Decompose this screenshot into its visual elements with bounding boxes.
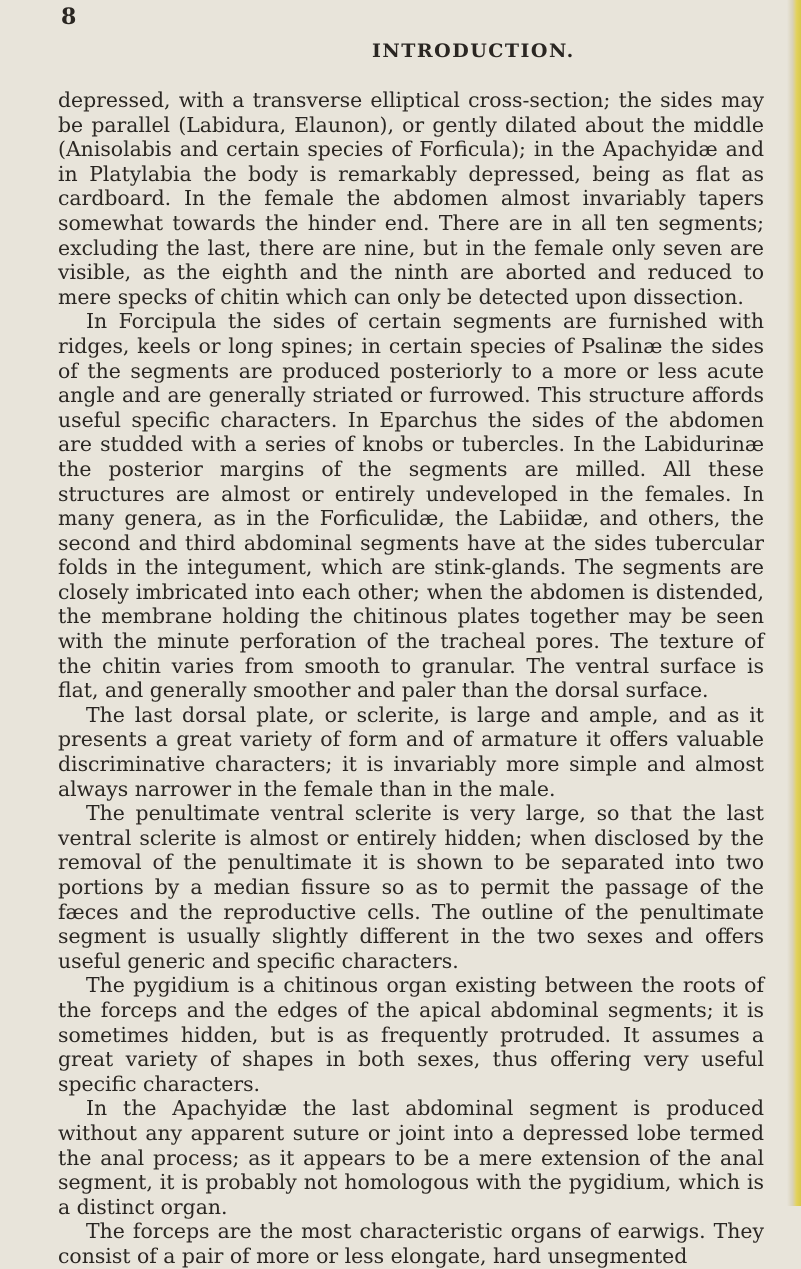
paragraph: In the Apachyidæ the last abdominal segment is produced without any apparent suture or joint into a depressed lobe termed the anal process; as it appears to be a mere extension of the anal segment, it is probably not homologous with the pygidium, which is a distinct organ. xyxy=(58,1096,764,1219)
page-number: 8 xyxy=(61,4,77,30)
paragraph: The pygidium is a chitinous organ existing between the roots of the forceps and the edges of the apical abdominal segments; it is sometimes hidden, but is as frequently protruded. It assumes a great variety of shapes in both sexes, thus offering very useful specific characters. xyxy=(58,973,764,1096)
paragraph: The last dorsal plate, or sclerite, is large and ample, and as it presents a great variety of form and of armature it offers valuable discriminative characters; it is invariably more simple and almost always narrower in the female than in the male. xyxy=(58,702,764,801)
page-edge xyxy=(787,0,801,1206)
paragraph: The forceps are the most characteristic organs of earwigs. They consist of a pair of more or less elongate, hard unsegmented xyxy=(58,1219,764,1268)
body-text xyxy=(58,88,764,1269)
paragraph: depressed, with a transverse elliptical cross-section; the sides may be parallel (Labidura, Elaunon), or gently dilated about the middle (Anisolabis and certain species of Forficula); in the Apachyidæ and in Platylabia the body is remarkably depressed, being as flat as cardboard. In the female the abdomen almost invariably tapers somewhat towards the hinder end. There are in all ten segments; excluding the last, there are nine, but in the female only seven are visible, as the eighth and the ninth are aborted and reduced to mere specks of chitin which can only be detected upon dissection. xyxy=(58,88,764,309)
paragraph: In Forcipula the sides of certain segments are furnished with ridges, keels or long spines; in certain species of Psalinæ the sides of the segments are produced posteriorly to a more or less acute angle and are generally striated or furrowed. This structure affords useful specific characters. In Eparchus the sides of the abdomen are studded with a series of knobs or tubercles. In the Labidurinæ the posterior margins of the segments are milled. All these structures are almost or entirely undeveloped in the females. In many genera, as in the Forficulidæ, the Labiidæ, and others, the second and third abdominal segments have at the sides tubercular folds in the integument, which are stink-glands. The segments are closely imbricated into each other; when the abdomen is distended, the membrane holding the chitinous plates together may be seen with the minute perforation of the tracheal pores. The texture of the chitin varies from smooth to granular. The ventral surface is flat, and generally smoother and paler than the dorsal surface. xyxy=(58,309,764,703)
paragraph: The penultimate ventral sclerite is very large, so that the last ventral sclerite is almost or entirely hidden; when disclosed by the removal of the penultimate it is shown to be separated into two portions by a median fissure so as to permit the passage of the fæces and the reproductive cells. The outline of the penultimate segment is usually slightly different in the two sexes and offers useful generic and specific characters. xyxy=(58,801,764,973)
running-head: INTRODUCTION. xyxy=(372,40,575,62)
